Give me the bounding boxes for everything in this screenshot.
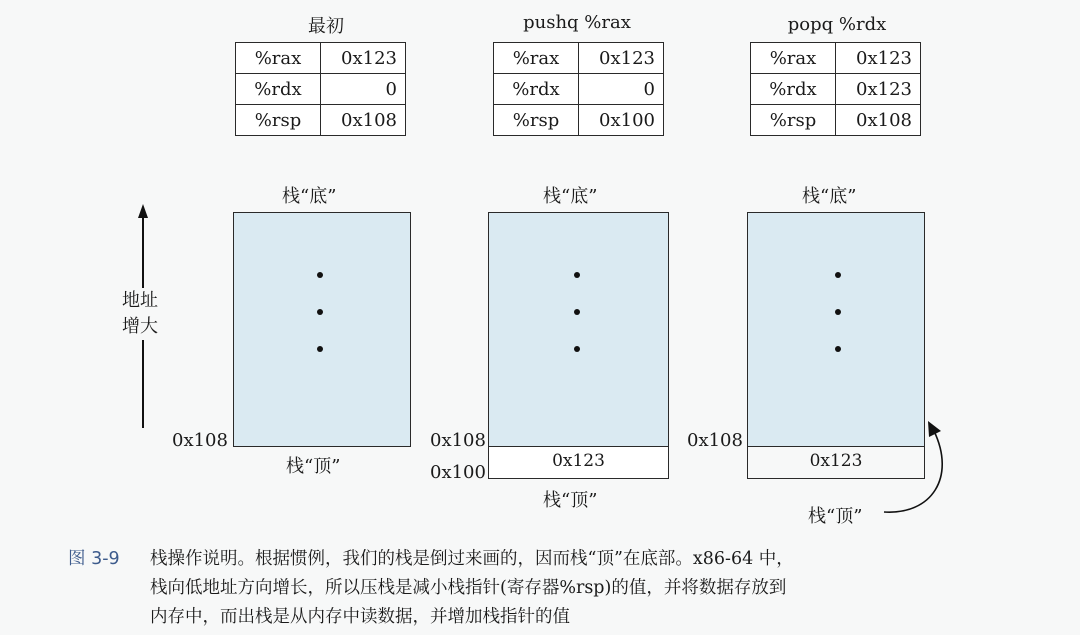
stack-top-pointer-arrow — [880, 415, 970, 525]
panel-2-stack-bottom-label: 栈“底” — [543, 186, 598, 207]
ellipsis-dot — [835, 346, 841, 352]
caption-line: 内存中，而出栈是从内存中读数据，并增加栈指针的值 — [150, 607, 570, 627]
ellipsis-dot — [574, 272, 580, 278]
panel-1-stack-bottom-label: 栈“底” — [282, 186, 337, 207]
register-row — [751, 43, 921, 74]
panel-1-register-table — [235, 42, 406, 136]
panel-3-stack-cell: 0x123 — [747, 446, 925, 479]
panel-2-register-table — [493, 42, 664, 136]
panel-2-address-label: 0x108 — [430, 430, 486, 451]
panel-1-title: 最初 — [308, 16, 344, 37]
panel-1-address-label: 0x108 — [172, 430, 228, 451]
address-growth-label-line: 地址 — [122, 290, 158, 311]
register-row — [751, 105, 921, 136]
register-name: %rax — [751, 43, 836, 74]
register-value: 0x123 — [579, 43, 664, 74]
register-row — [751, 74, 921, 105]
ellipsis-dot — [317, 309, 323, 315]
ellipsis-dot — [317, 272, 323, 278]
register-row — [494, 43, 664, 74]
register-name: %rsp — [494, 105, 579, 136]
panel-2-title: pushq %rax — [523, 12, 631, 33]
register-value: 0x123 — [836, 74, 921, 105]
register-value: 0x123 — [836, 43, 921, 74]
register-value: 0 — [321, 74, 406, 105]
ellipsis-dot — [835, 272, 841, 278]
register-row — [236, 105, 406, 136]
panel-2-stack-top-label: 栈“顶” — [543, 490, 598, 511]
register-value: 0x123 — [321, 43, 406, 74]
register-name: %rdx — [236, 74, 321, 105]
address-growth-label-line: 增大 — [122, 316, 158, 337]
register-row — [236, 43, 406, 74]
panel-1-stack-top-label: 栈“顶” — [286, 456, 341, 477]
register-value: 0x108 — [321, 105, 406, 136]
panel-2-stack-cell: 0x123 — [488, 446, 669, 479]
figure-number: 图 3-9 — [68, 549, 120, 569]
panel-2-stack-region — [488, 212, 669, 447]
ellipsis-dot — [835, 309, 841, 315]
caption-line: 栈操作说明。根据惯例，我们的栈是倒过来画的，因而栈“顶”在底部。x86-64 中， — [150, 549, 794, 569]
panel-3-title: popq %rdx — [787, 14, 887, 35]
panel-2-address-label: 0x100 — [430, 462, 486, 483]
ellipsis-dot — [317, 346, 323, 352]
ellipsis-dot — [574, 309, 580, 315]
panel-3-address-label: 0x108 — [687, 430, 743, 451]
address-growth-label — [122, 288, 158, 340]
caption-line: 栈向低地址方向增长，所以压栈是减小栈指针(寄存器%rsp)的值，并将数据存放到 — [150, 578, 787, 598]
panel-3-stack-top-label: 栈“顶” — [808, 506, 863, 527]
register-row — [236, 74, 406, 105]
figure-caption — [150, 545, 1050, 632]
panel-3-stack-bottom-label: 栈“底” — [802, 186, 857, 207]
register-value: 0x100 — [579, 105, 664, 136]
panel-1-stack-region — [233, 212, 411, 447]
register-row — [494, 74, 664, 105]
register-value: 0x108 — [836, 105, 921, 136]
register-value: 0 — [579, 74, 664, 105]
register-name: %rdx — [494, 74, 579, 105]
register-name: %rax — [236, 43, 321, 74]
register-row — [494, 105, 664, 136]
register-name: %rsp — [751, 105, 836, 136]
panel-3-register-table — [750, 42, 921, 136]
register-name: %rdx — [751, 74, 836, 105]
register-name: %rax — [494, 43, 579, 74]
panel-3-stack-region — [747, 212, 925, 447]
register-name: %rsp — [236, 105, 321, 136]
ellipsis-dot — [574, 346, 580, 352]
